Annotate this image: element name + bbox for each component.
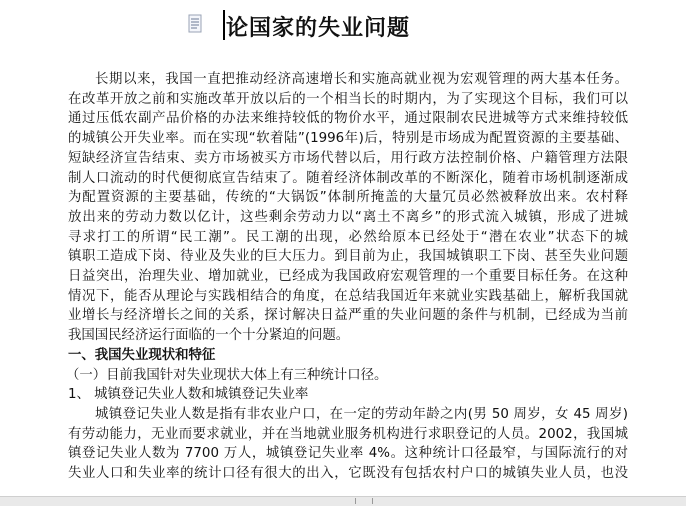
document-icon xyxy=(188,14,204,34)
text-line: 制人口流动的时代便彻底宣告结束了。随着经济体制改革的不断深化，随着市场机制逐渐成 xyxy=(68,170,628,186)
text-line: 寻求打工的所谓“民工潮”。民工潮的出现，必然给原本已经处于“潜在农业”状态下的城 xyxy=(68,229,628,245)
document-title[interactable]: 论国家的失业问题 xyxy=(226,16,411,41)
text-line: 短缺经济宣告结束、卖方市场被买方市场代替以后，用行政方法控制价格、户籍管理方法限 xyxy=(68,150,628,166)
scrollbar-thumb[interactable] xyxy=(355,498,373,504)
text-cursor xyxy=(223,10,225,40)
text-line: 城镇登记失业人数是指有非农业户口，在一定的劳动年龄之内(男 50 周岁，女 45 周岁) xyxy=(95,406,628,422)
text-line: 情况下，能否从理论与实践相结合的角度，在总结我国近年来就业实践基础上，解析我国就 xyxy=(68,288,628,304)
subsection-heading: （一）目前我国针对失业现状大体上有三种统计口径。 xyxy=(66,367,388,383)
document-body[interactable] xyxy=(68,70,628,484)
text-line: 放出来的劳动力数以亿计，这些剩余劳动力以“离土不离乡”的形式流入城镇，形成了进城 xyxy=(68,209,628,225)
text-line: 为配置资源的主要基础，传统的“大锅饭”体制所掩盖的大量冗员必然被释放出来。农村释 xyxy=(68,190,628,206)
text-line: 长期以来，我国一直把推动经济高速增长和实施高就业视为宏观管理的两大基本任务。 xyxy=(95,72,628,87)
item-heading: 1、 城镇登记失业人数和城镇登记失业率 xyxy=(68,387,309,403)
text-line: 有劳动能力，无业而要求就业，并在当地就业服务机构进行求职登记的人员。2002，我国城 xyxy=(68,426,628,442)
text-line: 通过压低农副产品价格的办法来维持较低的物价水平，通过限制农民进城等方式来维持较低 xyxy=(68,111,628,127)
text-line: 镇登记失业人数为 7700 万人，城镇登记失业率 4%。这种统计口径最窄，与国际流行的对 xyxy=(68,446,628,462)
text-line: 日益突出，治理失业、增加就业，已经成为我国政府宏观管理的一个重要目标任务。在这种 xyxy=(68,269,628,285)
horizontal-scrollbar[interactable] xyxy=(0,496,686,506)
text-line: 我国国民经济运行面临的一个十分紧迫的问题。 xyxy=(68,328,350,344)
text-line: 业增长与经济增长之间的关系，探讨解决日益严重的失业问题的条件与机制，已经成为当前 xyxy=(68,308,628,324)
text-line: 镇职工造成下岗、待业及失业的巨大压力。到目前为止，我国城镇职工下岗、甚至失业问题 xyxy=(68,249,628,265)
text-line: 失业人口和失业率的统计口径有很大的出入，它既没有包括农村户口的城镇失业人员，也没 xyxy=(68,466,628,482)
paragraph-registered-unemployment xyxy=(68,405,628,484)
paragraph-intro xyxy=(68,70,628,346)
text-line: 在改革开放之前和实施改革开放以后的一个相当长的时期内，为了实现这个目标，我们可以 xyxy=(68,91,628,107)
section-heading: 一、我国失业现状和特征 xyxy=(68,347,216,363)
text-line: 的城镇公开失业率。而在实现“软着陆”(1996年)后，特别是市场成为配置资源的主要基础、 xyxy=(68,131,628,147)
